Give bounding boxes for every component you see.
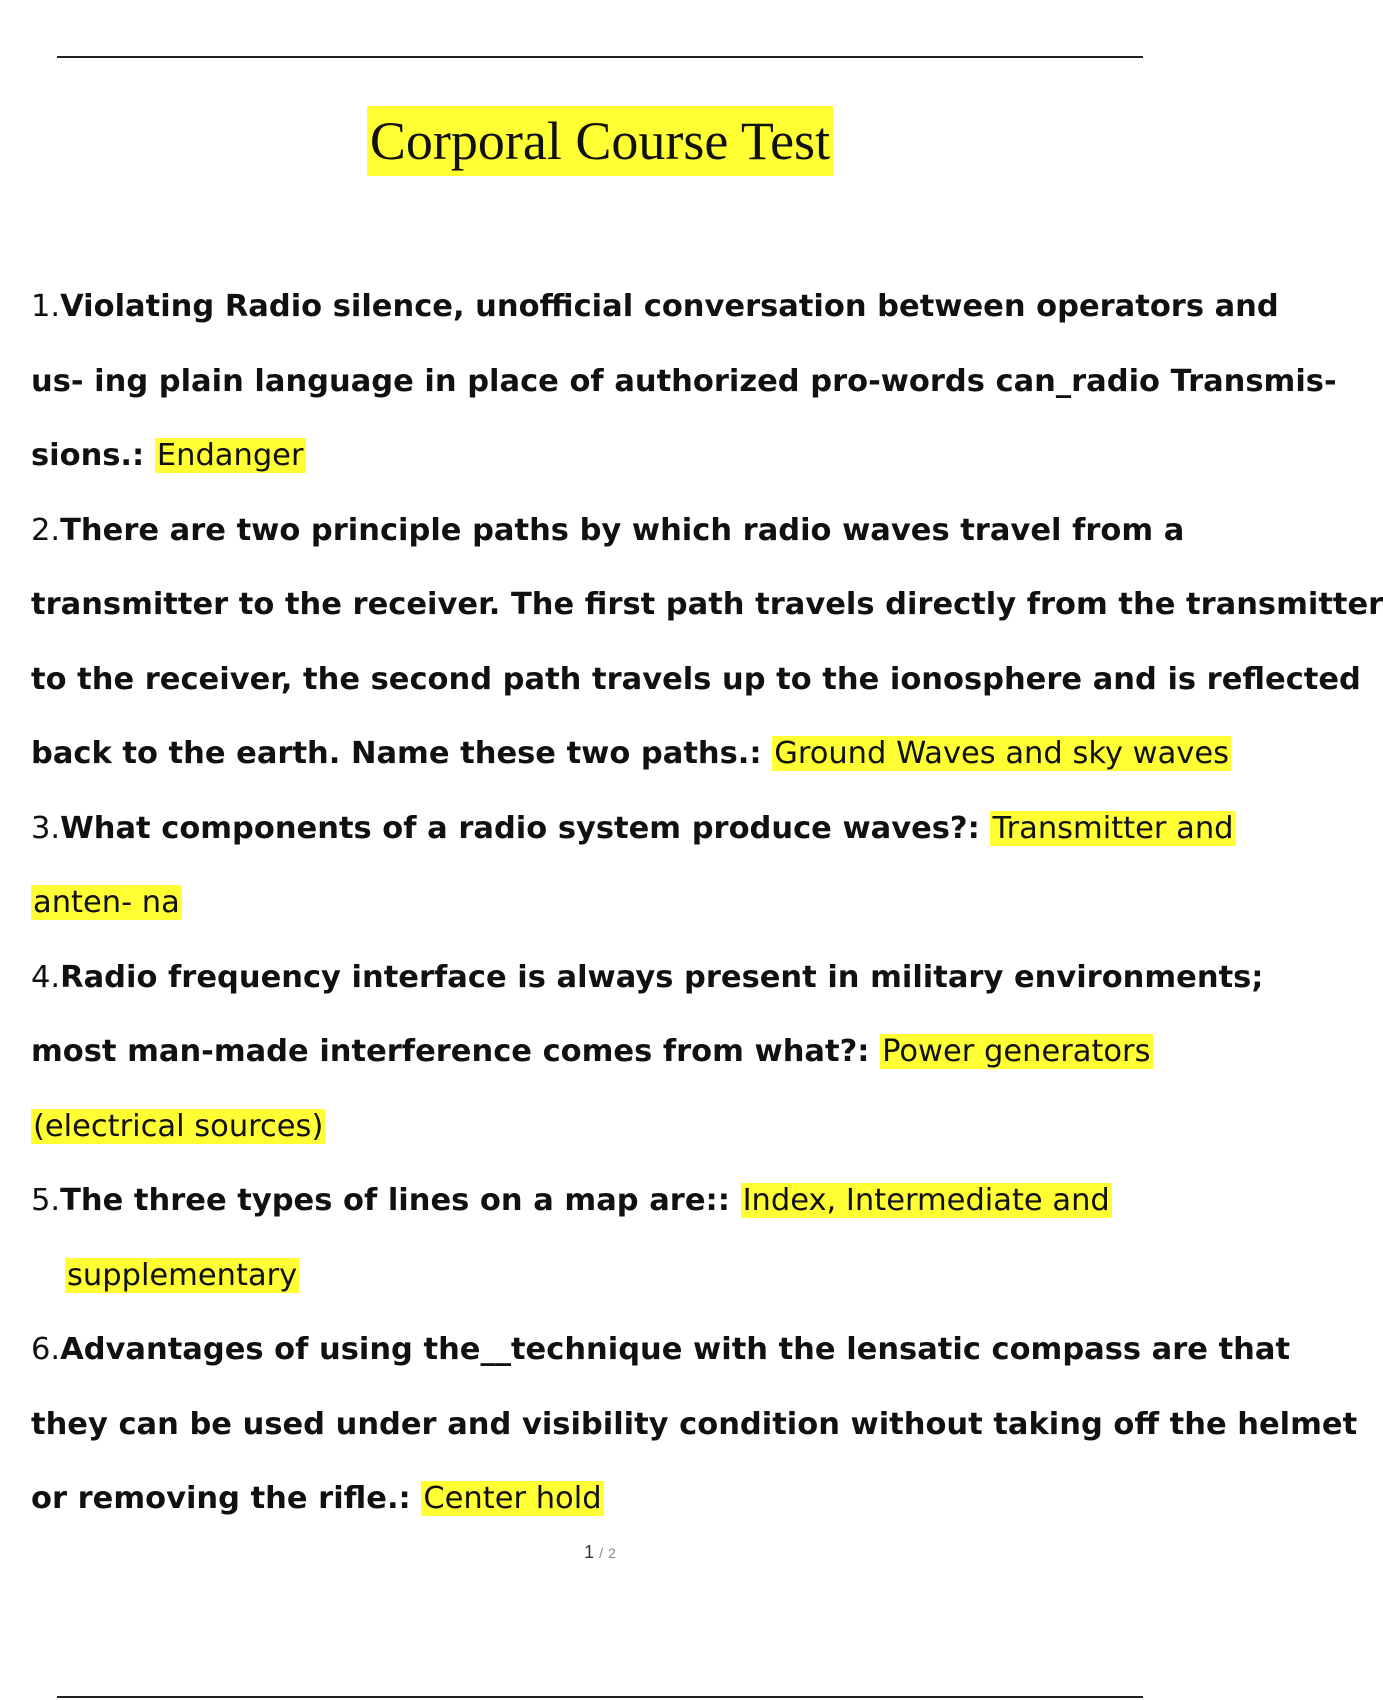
question-5 [31,1164,1200,1313]
question-2-line-4 [31,717,1229,792]
page-indicator [0,1542,1200,1563]
question-6-line-2 [31,1388,1358,1463]
question-4-line-2 [31,1015,1200,1090]
question-3-answer-2: anten- na [33,885,180,920]
question-6-line-3 [31,1462,1200,1537]
question-1-number: 1. [31,289,61,324]
question-5-line-2 [31,1239,1200,1314]
question-6-text-2: they can be used under and visibility condition without taking off the helmet [31,1406,1358,1442]
question-5-answer-2: supplementary [67,1257,298,1293]
question-3 [31,792,1234,941]
question-6-text-3: or removing the rifle.: [31,1481,422,1516]
question-1-text-3: sions.: [31,438,155,473]
question-4-answer-2: (electrical sources) [33,1108,324,1144]
question-1-text-2: us- ing plain language in place of authorized pro-words can_radio Transmis- [31,363,1337,399]
question-4-text-1: Radio frequency interface is always present in military environments; [60,959,1264,995]
question-2-answer: Ground Waves and sky waves [774,736,1229,771]
question-6-number: 6. [31,1332,61,1367]
question-5-number: 5. [31,1183,61,1218]
question-4-text-2: most man-made interference comes from what?: [31,1034,881,1069]
question-6-answer: Center hold [423,1481,602,1516]
question-5-text-1: The three types of lines on a map are:: [60,1183,741,1218]
question-3-answer-1: Transmitter and [992,810,1234,846]
question-2-line-2 [31,568,1383,643]
question-1-text-1: Violating Radio silence, unofficial conversation between operators and [60,289,1279,324]
page-separator: / [599,1545,604,1561]
title-container [0,106,1200,176]
question-2-number: 2. [31,512,61,548]
page-current: 1 [584,1542,595,1562]
question-2-line-1 [31,494,1200,569]
question-4 [31,941,1264,1165]
question-2-text-3: to the receiver, the second path travels up to the ionosphere and is reflected [31,661,1361,697]
question-1-line-2 [31,345,1337,420]
question-4-answer-1: Power generators [882,1034,1151,1069]
question-3-line-2 [31,866,1200,941]
question-6-text-1: Advantages of using the__technique with the lensatic compass are that [60,1332,1291,1367]
question-3-number: 3. [31,810,61,846]
question-1 [31,270,1337,494]
question-6 [31,1313,1358,1537]
question-5-answer-1: Index, Intermediate and [742,1183,1110,1218]
question-2-line-3 [31,643,1361,718]
question-4-line-1 [31,941,1264,1016]
question-4-line-3 [31,1090,1200,1165]
question-2 [31,494,1383,792]
question-1-line-3 [31,419,1200,494]
question-1-line-1 [31,270,1279,345]
question-5-line-1 [31,1164,1200,1239]
question-2-text-4: back to the earth. Name these two paths.: [31,736,773,771]
question-list [31,270,1383,1537]
question-4-number: 4. [31,959,61,995]
question-3-line-1 [31,792,1234,867]
question-2-text-2: transmitter to the receiver. The first path travels directly from the transmitter [31,587,1383,622]
bottom-rule [57,1696,1143,1698]
page-total: 2 [608,1545,616,1561]
top-rule [57,56,1143,58]
question-3-text-1: What components of a radio system produce waves?: [60,810,991,846]
question-2-text-1: There are two principle paths by which radio waves travel from a [60,512,1185,548]
page-title: Corporal Course Test [367,106,833,176]
question-6-line-1 [31,1313,1291,1388]
question-1-answer: Endanger [156,438,304,473]
